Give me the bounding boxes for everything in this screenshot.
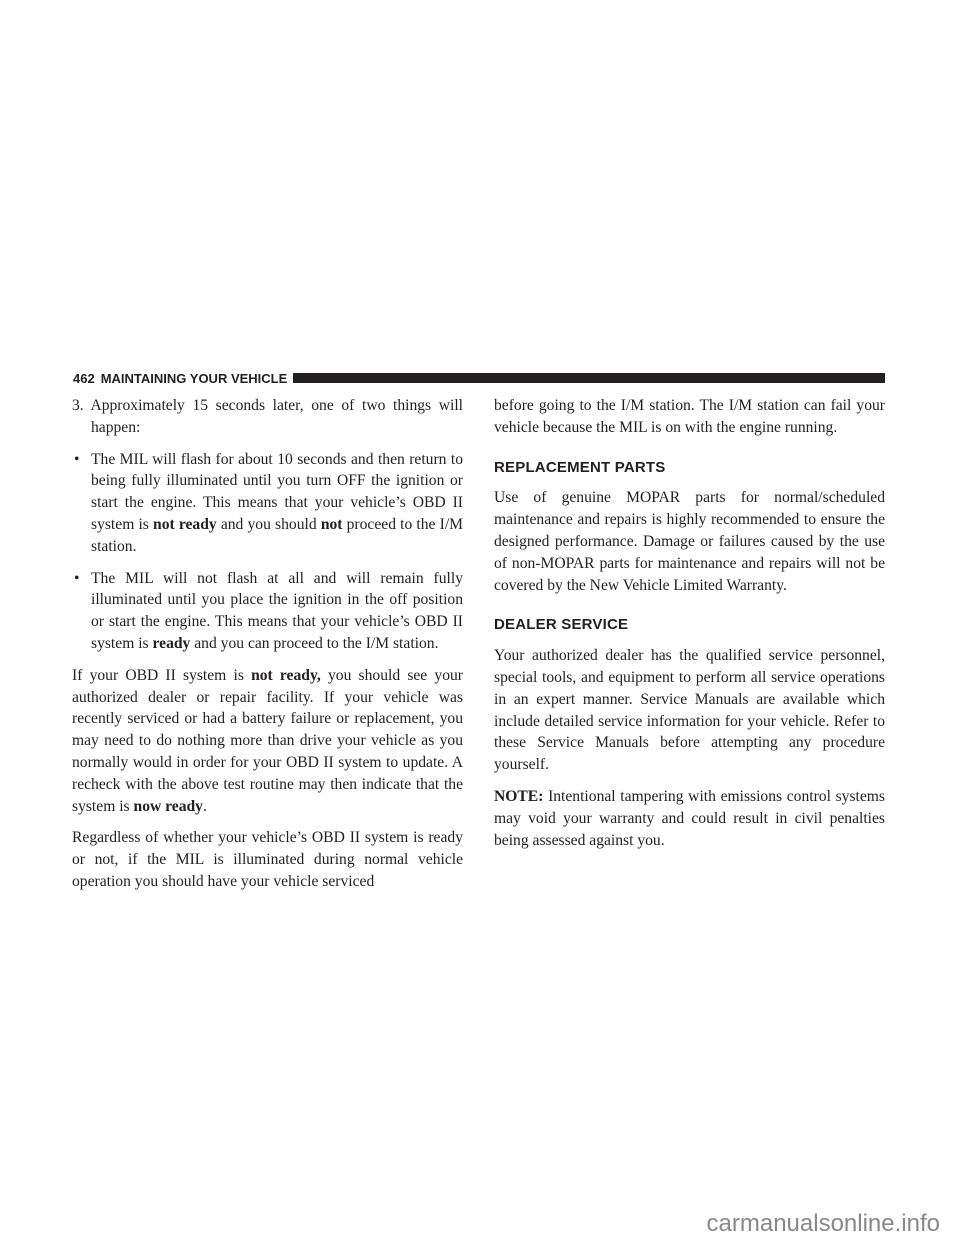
text: and you can proceed to the I/M station. — [190, 634, 439, 652]
bold-text: not ready, — [251, 666, 321, 684]
note-text: Intentional tampering with emissions control systems may void your warranty and could result in civil penalties being assessed against you. — [494, 787, 885, 849]
heading-dealer-service: DEALER SERVICE — [494, 616, 629, 634]
text: . — [202, 797, 207, 815]
page-header — [73, 370, 885, 386]
bold-text: now ready — [133, 797, 203, 815]
note — [494, 786, 885, 851]
bullet-not-ready — [72, 449, 463, 558]
note-label: NOTE: — [494, 787, 544, 805]
paragraph-not-ready — [72, 665, 463, 818]
text: The MIL will flash for about 10 seconds and then return to being fully illuminated until you turn OFF the ignition or start the engine. This means that your vehicle’s OBD II system is — [91, 450, 463, 533]
paragraph-replacement-parts: Use of genuine MOPAR parts for normal/scheduled maintenance and repairs is highly recommended to ensure the designed performance. Damage or failures caused by the use of non-MOPAR parts for maintenance and repairs will not be covered by the New Vehicle Limited Warranty. — [494, 489, 885, 594]
bullet-icon: • — [74, 569, 80, 587]
paragraph-regardless: Regardless of whether your vehicle’s OBD II system is ready or not, if the MIL is illuminated during normal vehicle operation you should have your vehicle serviced — [72, 829, 463, 890]
paragraph-dealer-service: Your authorized dealer has the qualified service personnel, special tools, and equipment to perform all service operations in an expert manner. Service Manuals are available which include detailed service information for your vehicle. Refer to these Service Manuals before attempting any procedure yourself. — [494, 647, 885, 774]
right-column — [494, 395, 885, 861]
bullet-icon: • — [74, 450, 80, 468]
bold-text: not — [320, 515, 343, 533]
page-number: 462 — [73, 370, 95, 386]
text: The MIL will not flash at all and will remain fully illuminated until you place the ignition in the off position or start the engine. This means that your vehicle’s OBD II system is — [91, 569, 463, 652]
text: and you should — [216, 515, 321, 533]
text: you should see your authorized dealer or repair facility. If your vehicle was recently serviced or had a battery failure or replacement, you may need to do nothing more than drive your vehicle as you normally would in order for your OBD II system to update. A recheck with the above test routine may then indicate that the system is — [72, 666, 463, 815]
watermark: carmanualsonline.info — [706, 1210, 940, 1237]
heading-replacement-parts: REPLACEMENT PARTS — [494, 458, 666, 476]
paragraph-continued: before going to the I/M station. The I/M station can fail your vehicle because the MIL is on with the engine running. — [494, 397, 885, 436]
bullet-ready — [72, 568, 463, 655]
text: If your OBD II system is — [72, 666, 252, 684]
header-rule — [293, 373, 885, 383]
text: proceed to the I/M station. — [91, 515, 464, 555]
bold-text: ready — [152, 634, 191, 652]
section-title: MAINTAINING YOUR VEHICLE — [100, 370, 288, 386]
bold-text: not ready — [153, 515, 217, 533]
step-3: 3. Approximately 15 seconds later, one of two things will happen: — [72, 397, 463, 436]
left-column — [72, 395, 463, 903]
